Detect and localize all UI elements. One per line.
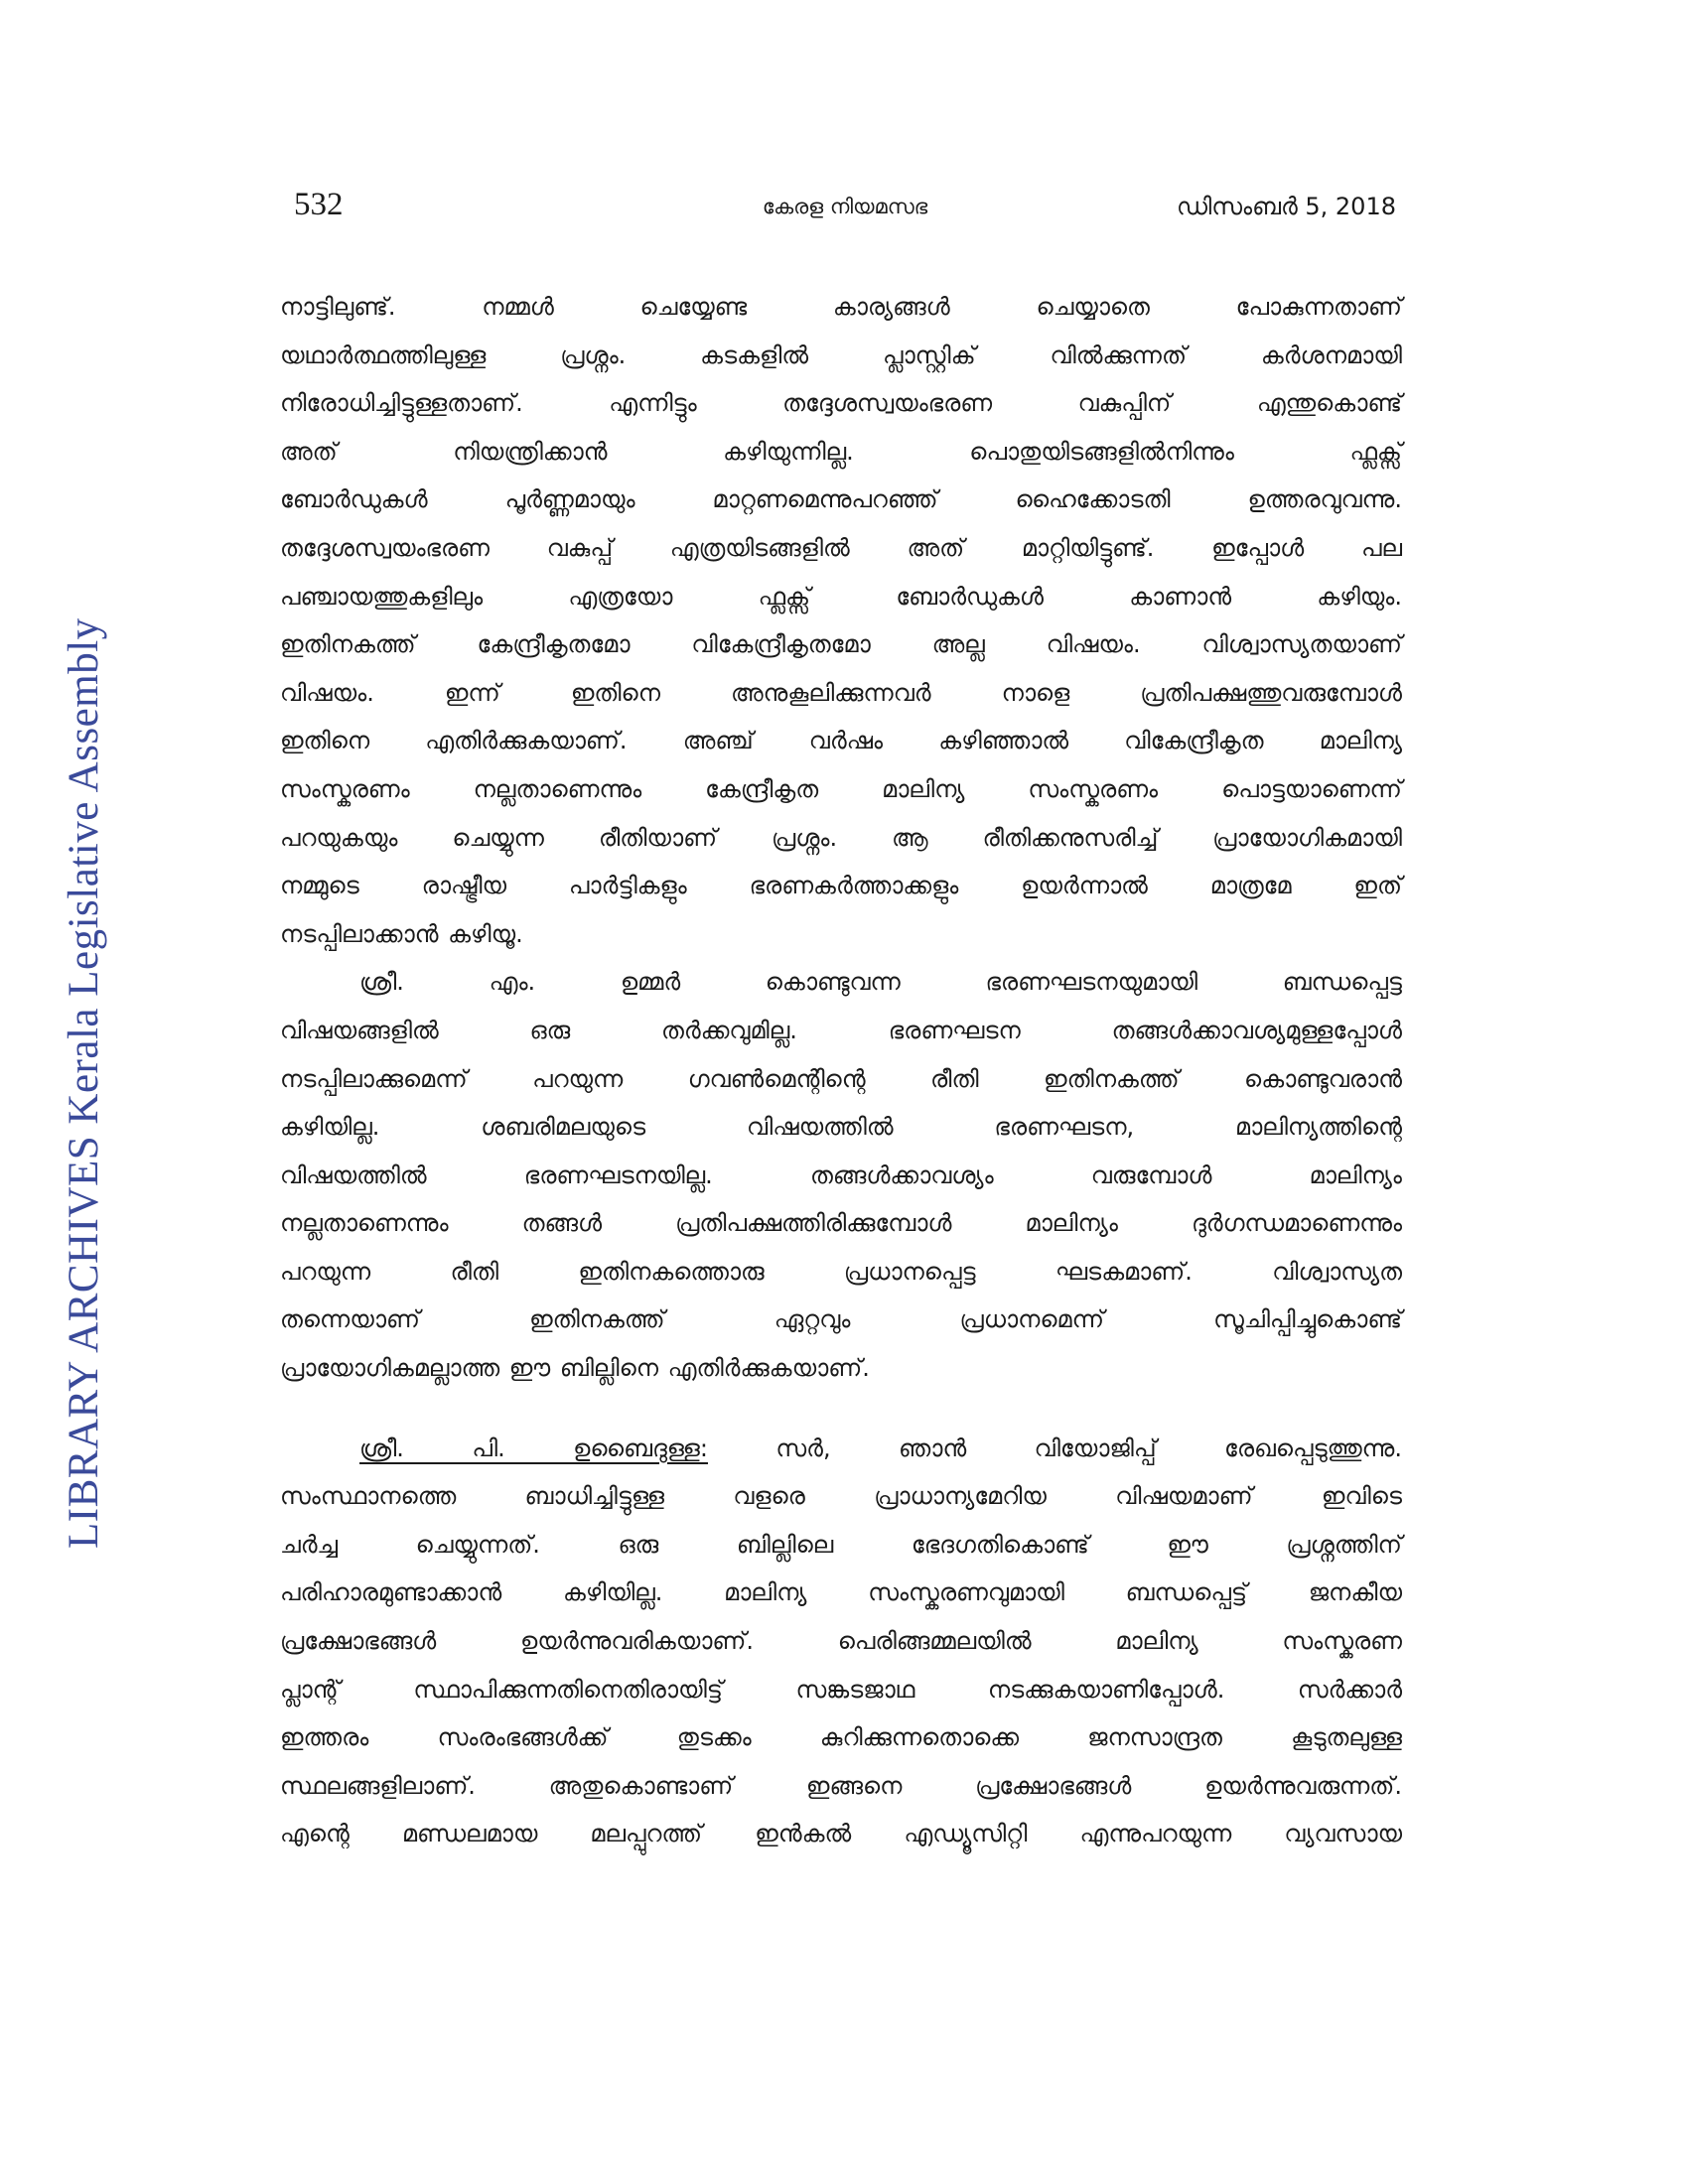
- text-line: പ്ലാന്റ് സ്ഥാപിക്കുന്നതിനെതിരായിട്ട് സങ്കടജാഥ നടക്കുകയാണിപ്പോൾ. സർക്കാർ: [280, 1675, 1402, 1704]
- text-line: നാട്ടിലുണ്ട്. നമ്മൾ ചെയ്യേണ്ട കാര്യങ്ങൾ ചെയ്യാതെ പോകുന്നതാണ്: [280, 293, 1402, 321]
- text-line: യഥാർത്ഥത്തിലുള്ള പ്രശ്നം. കടകളിൽ പ്ലാസ്റ്റിക് വിൽക്കുന്നത് കർശനമായി: [280, 341, 1402, 369]
- archive-watermark: LIBRARY ARCHIVES Kerala Legislative Assembly: [61, 617, 107, 1549]
- text-line: നടപ്പിലാക്കുമെന്ന് പറയുന്ന ഗവൺമെന്റിന്റെ രീതി ഇതിനകത്ത് കൊണ്ടുവരാൻ: [280, 1064, 1402, 1093]
- body-text: [280, 283, 1402, 1858]
- text-line: തന്നെയാണ് ഇതിനകത്ത് ഏറ്റവും പ്രധാനമെന്ന് സൂചിപ്പിച്ചുകൊണ്ട്: [280, 1305, 1402, 1334]
- text-line: നിരോധിച്ചിട്ടുള്ളതാണ്. എന്നിട്ടും തദ്ദേശസ്വയംഭരണ വകുപ്പിന് എന്തുകൊണ്ട്: [280, 389, 1402, 418]
- text-line: പ്രക്ഷോഭങ്ങൾ ഉയർന്നുവരികയാണ്. പെരിങ്ങമ്മലയിൽ മാലിന്യ സംസ്കരണ: [280, 1627, 1402, 1656]
- paragraph-3: [280, 1425, 1402, 1858]
- text-line: നല്ലതാണെന്നും തങ്ങൾ പ്രതിപക്ഷത്തിരിക്കുമ്പോൾ മാലിന്യം ദുർഗന്ധമാണെന്നും: [280, 1209, 1402, 1238]
- text-line: നമ്മുടെ രാഷ്ട്രീയ പാർട്ടികളും ഭരണകർത്താക്കളും ഉയർന്നാൽ മാത്രമേ ഇത്: [280, 872, 1402, 900]
- text-line: തദ്ദേശസ്വയംഭരണ വകുപ്പ് എത്രയിടങ്ങളിൽ അത് മാറ്റിയിട്ടുണ്ട്. ഇപ്പോൾ പല: [280, 533, 1402, 562]
- header-date: ഡിസംബർ 5, 2018: [1177, 193, 1396, 220]
- text-line: പറയുകയും ചെയ്യുന്ന രീതിയാണ് പ്രശ്നം. ആ രീതിക്കനുസരിച്ച് പ്രായോഗികമായി: [280, 823, 1402, 852]
- text-line: ഇതിനകത്ത് കേന്ദ്രീകൃതമോ വികേന്ദ്രീകൃതമോ അല്ല വിഷയം. വിശ്വാസ്യതയാണ്: [280, 630, 1402, 659]
- header-title: കേരള നിയമസഭ: [762, 195, 928, 218]
- text-line: വിഷയങ്ങളിൽ ഒരു തർക്കവുമില്ല. ഭരണഘടന തങ്ങൾക്കാവശ്യമുള്ളപ്പോൾ: [280, 1016, 1402, 1044]
- speaker-line: [280, 1425, 1402, 1473]
- text-line: പ്രായോഗികമല്ലാത്ത ഈ ബില്ലിനെ എതിർക്കുകയാണ്.: [280, 1354, 870, 1383]
- page-header: [294, 187, 1396, 234]
- text-line: കഴിയില്ല. ശബരിമലയുടെ വിഷയത്തിൽ ഭരണഘടന, മാലിന്യത്തിന്റെ: [280, 1113, 1402, 1142]
- text-line: എന്റെ മണ്ഡലമായ മലപ്പുറത്ത് ഇൻകൽ എഡ്യൂസിറ്റി എന്നുപറയുന്ന വ്യവസായ: [280, 1820, 1402, 1848]
- text-line: അത് നിയന്ത്രിക്കാൻ കഴിയുന്നില്ല. പൊതുയിടങ്ങളിൽനിന്നും ഫ്ലക്സ്: [280, 437, 1402, 466]
- text-line: സംസ്കരണം നല്ലതാണെന്നും കേന്ദ്രീകൃത മാലിന്യ സംസ്കരണം പൊട്ടയാണെന്ന്: [280, 774, 1402, 803]
- text-line: വിഷയം. ഇന്ന് ഇതിനെ അനുകൂലിക്കുന്നവർ നാളെ പ്രതിപക്ഷത്തുവരുമ്പോൾ: [280, 678, 1402, 707]
- speaker-line-text: സർ, ഞാൻ വിയോജിപ്പ് രേഖപ്പെടുത്തുന്നു.: [707, 1433, 1402, 1462]
- paragraph-1: [280, 283, 1402, 958]
- text-line: ഇതിനെ എതിർക്കുകയാണ്. അഞ്ച് വർഷം കഴിഞ്ഞാൽ വികേന്ദ്രീകൃത മാലിന്യ: [280, 727, 1402, 755]
- text-line: ബോർഡുകൾ പൂർണ്ണമായും മാറ്റണമെന്നുപറഞ്ഞ് ഹൈക്കോടതി ഉത്തരവുവന്നു.: [280, 485, 1402, 514]
- text-line: ഇത്തരം സംരംഭങ്ങൾക്ക് തുടക്കം കുറിക്കുന്നതൊക്കെ ജനസാന്ദ്രത കൂടുതലുള്ള: [280, 1723, 1402, 1752]
- paragraph-2: [280, 958, 1402, 1392]
- page-number: 532: [294, 187, 344, 222]
- text-line: ശ്രീ. എം. ഉമ്മർ കൊണ്ടുവന്ന ഭരണഘടനയുമായി ബന്ധപ്പെട്ട: [359, 968, 1402, 997]
- text-line: നടപ്പിലാക്കാൻ കഴിയൂ.: [280, 919, 523, 948]
- paragraph-gap: [280, 1393, 1402, 1425]
- text-line: പറയുന്ന രീതി ഇതിനകത്തൊരു പ്രധാനപ്പെട്ട ഘടകമാണ്. വിശ്വാസ്യത: [280, 1257, 1402, 1286]
- text-line: സംസ്ഥാനത്തെ ബാധിച്ചിട്ടുള്ള വളരെ പ്രാധാന്യമേറിയ വിഷയമാണ് ഇവിടെ: [280, 1482, 1402, 1511]
- text-line: പരിഹാരമുണ്ടാക്കാൻ കഴിയില്ല. മാലിന്യ സംസ്കരണവുമായി ബന്ധപ്പെട്ട് ജനകീയ: [280, 1578, 1402, 1607]
- text-line: സ്ഥലങ്ങളിലാണ്. അതുകൊണ്ടാണ് ഇങ്ങനെ പ്രക്ഷോഭങ്ങൾ ഉയർന്നുവരുന്നത്.: [280, 1771, 1402, 1800]
- text-line: വിഷയത്തിൽ ഭരണഘടനയില്ല. തങ്ങൾക്കാവശ്യം വരുമ്പോൾ മാലിന്യം: [280, 1160, 1402, 1189]
- text-line: ചർച്ച ചെയ്യുന്നത്. ഒരു ബില്ലിലെ ഭേദഗതികൊണ്ട് ഈ പ്രശ്നത്തിന്: [280, 1530, 1402, 1559]
- speaker-name: ശ്രീ. പി. ഉബൈദുള്ള:: [359, 1433, 708, 1462]
- text-line: പഞ്ചായത്തുകളിലും എത്രയോ ഫ്ലക്സ് ബോർഡുകൾ കാണാൻ കഴിയും.: [280, 582, 1402, 611]
